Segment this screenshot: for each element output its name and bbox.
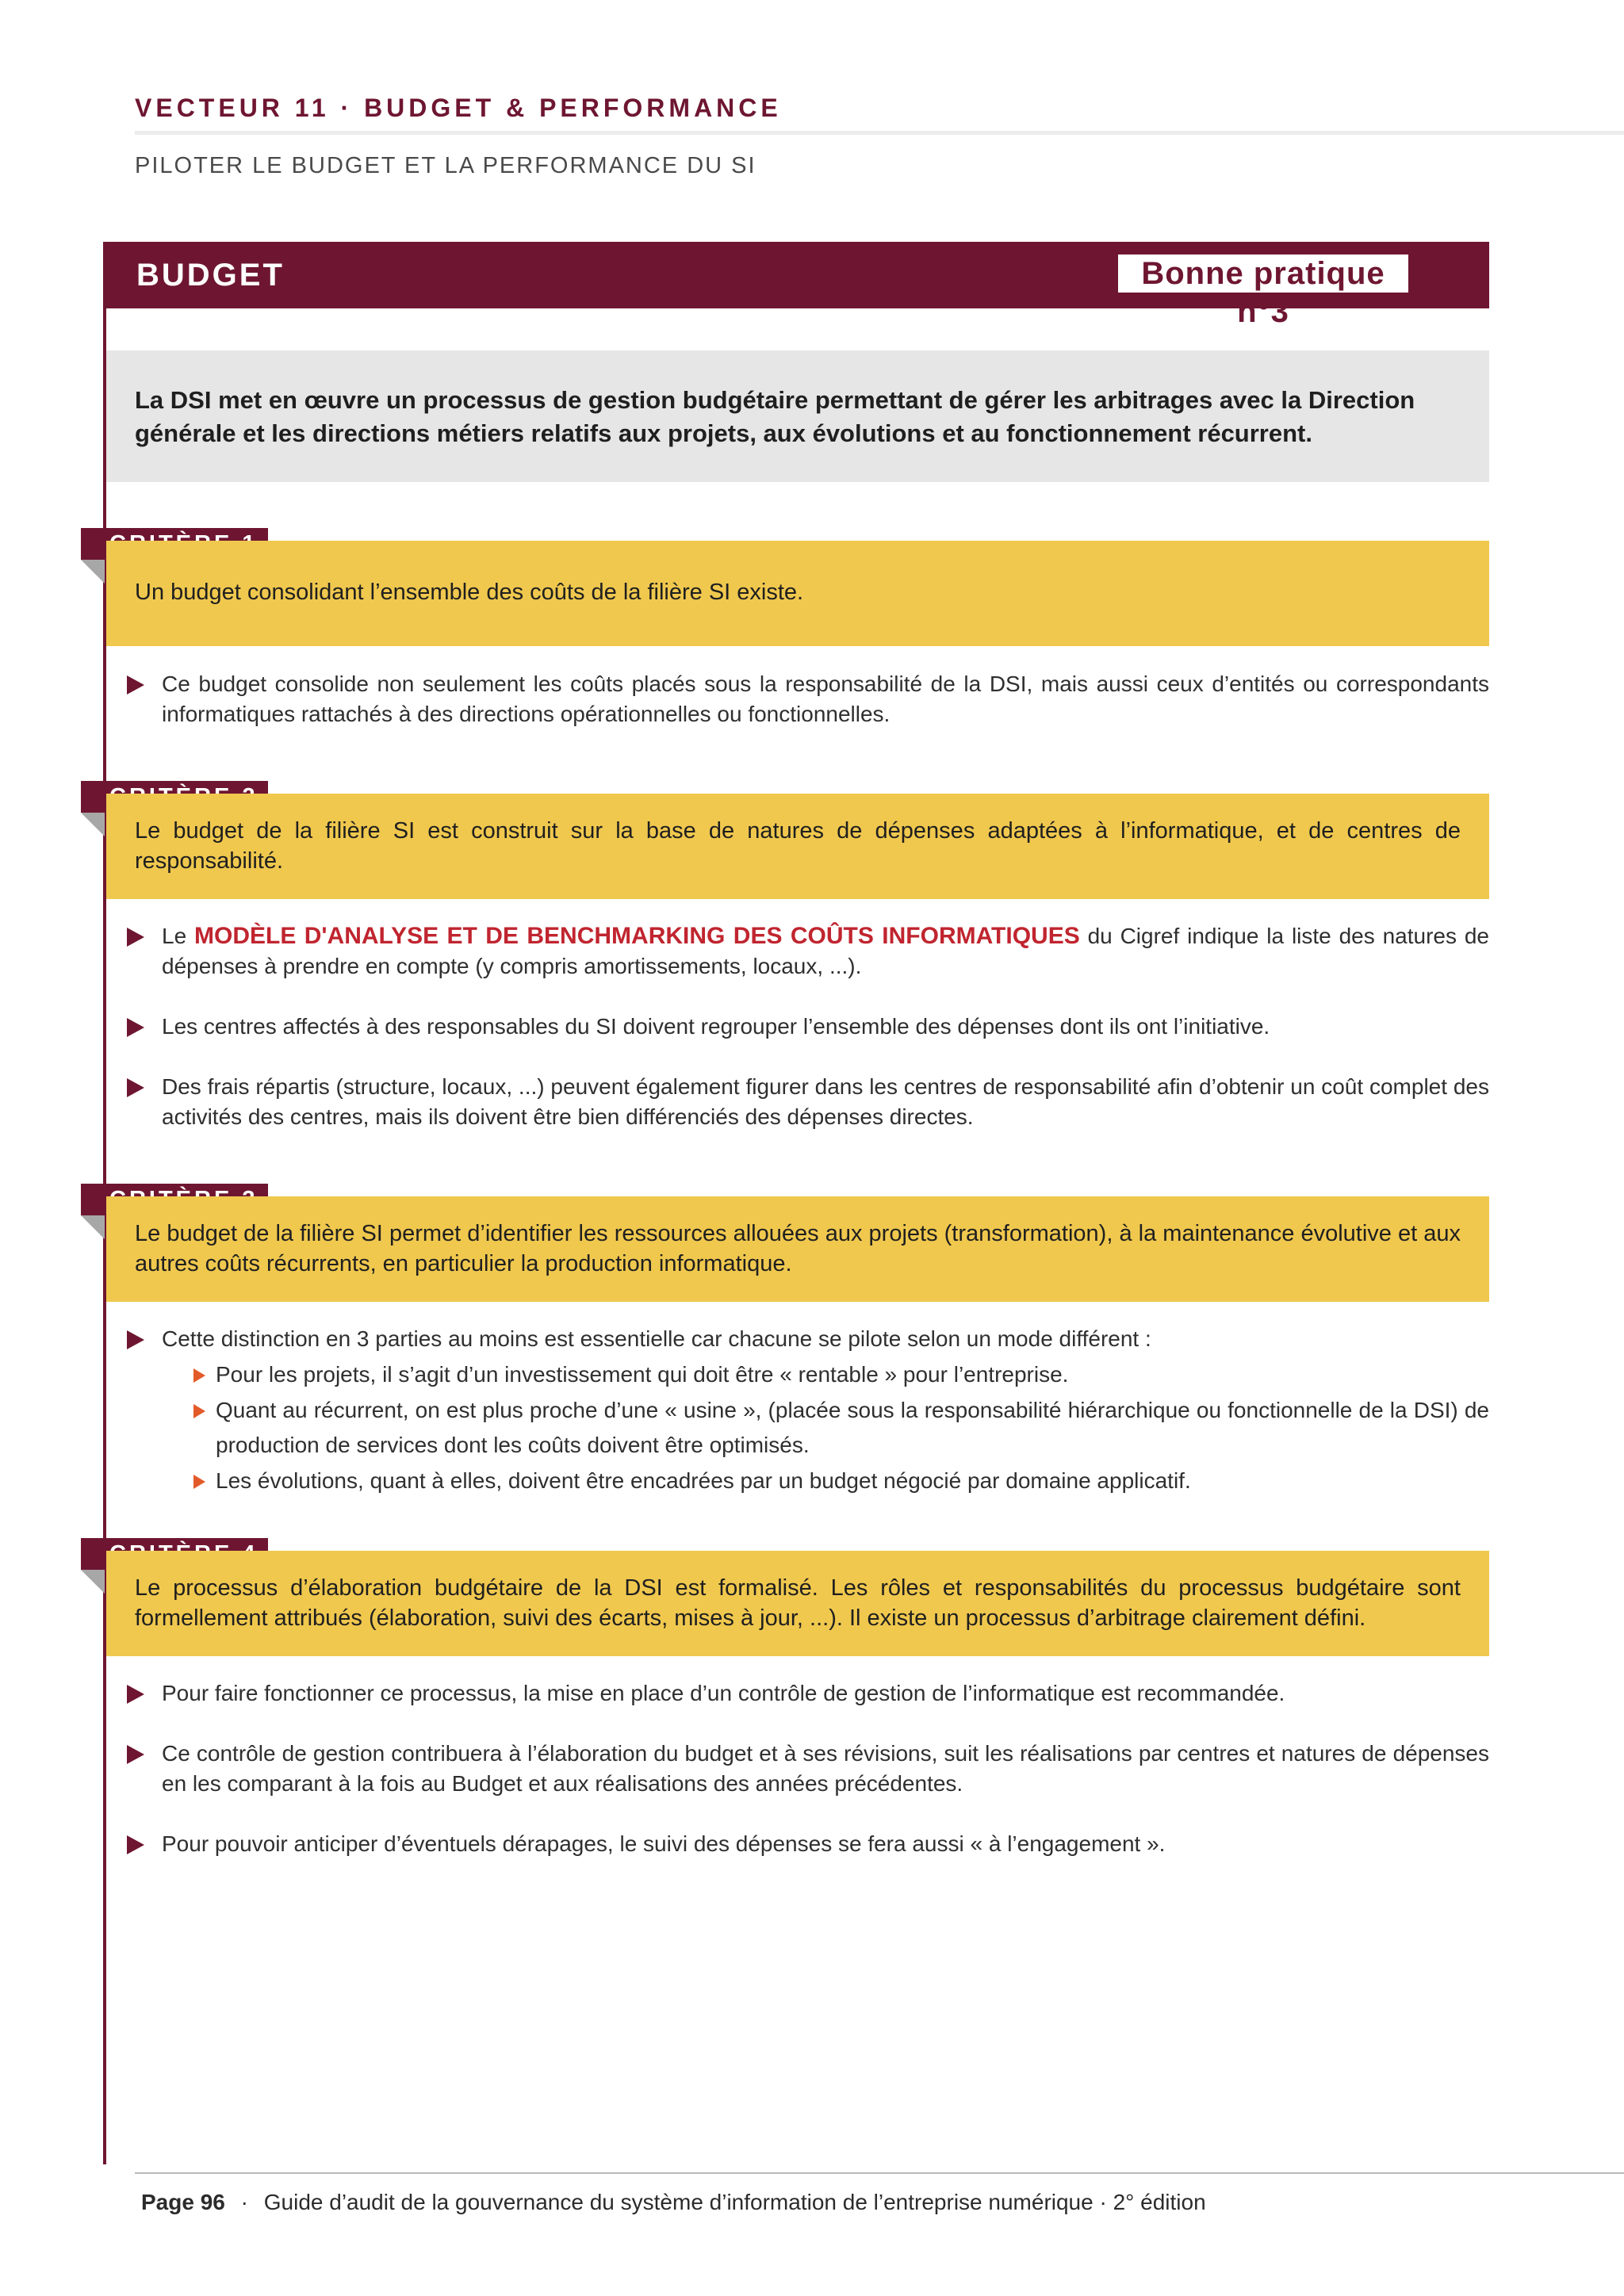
- criterion-fold-shadow: [81, 560, 105, 584]
- criterion-3-subbullet-2: [193, 1393, 1489, 1463]
- triangle-bullet-icon: [127, 928, 144, 947]
- criterion-2-bullet-2: [127, 1012, 1489, 1042]
- bullet-text-suffix: du Cigref indique la liste des natures de dépenses à prendre en compte (y compris amortissements, locaux, ...).: [162, 924, 1489, 978]
- intro-statement: La DSI met en œuvre un processus de gestion budgétaire permettant de gérer les arbitrages avec la Direction générale et les directions métiers relatifs aux projets, aux évolutions et au fonctionnement récurrent.: [106, 350, 1489, 482]
- subbullet-text: Les évolutions, quant à elles, doivent être encadrées par un budget négocié par domaine applicatif.: [216, 1468, 1191, 1493]
- bullet-text-prefix: Le: [162, 924, 194, 948]
- criterion-3-bullet-1: [127, 1324, 1489, 1354]
- criterion-3-subbullet-1: [193, 1357, 1489, 1392]
- footer-divider: [135, 2172, 1624, 2174]
- bullet-text: Ce contrôle de gestion contribuera à l’élaboration du budget et à ses révisions, suit les réalisations par centres et natures de dépenses en les comparant à la fois au Budget et aux réalisations des années précédentes.: [162, 1741, 1489, 1796]
- triangle-bullet-icon: [127, 1018, 144, 1037]
- triangle-bullet-icon: [127, 1745, 144, 1764]
- section-title-bar: [103, 242, 1489, 329]
- bullet-text: Cette distinction en 3 parties au moins est essentielle car chacune se pilote selon un mode différent :: [162, 1326, 1151, 1351]
- criterion-3-subbullet-3: [193, 1464, 1489, 1498]
- vector-heading: VECTEUR 11 · BUDGET & PERFORMANCE: [135, 94, 782, 122]
- header-divider: [135, 131, 1624, 135]
- triangle-bullet-icon: [127, 1330, 144, 1349]
- criterion-3-statement: Le budget de la filière SI permet d’identifier les ressources allouées aux projets (transformation), à la maintenance évolutive et aux autres coûts récurrents, en particulier la production informatique.: [106, 1196, 1489, 1302]
- footer-separator: ·: [240, 2190, 248, 2214]
- criterion-2-bullet-1: [127, 921, 1489, 982]
- triangle-bullet-icon: [127, 1078, 144, 1097]
- bullet-text: Des frais répartis (structure, locaux, ...) peuvent également figurer dans les centres de responsabilité afin d’obtenir un coût complet des activités des centres, mais ils doivent être bien différenciés des dépenses directes.: [162, 1074, 1489, 1129]
- small-triangle-bullet-icon: [193, 1475, 205, 1489]
- bullet-text: Pour faire fonctionner ce processus, la mise en place d’un contrôle de gestion de l’informatique est recommandée.: [162, 1681, 1285, 1705]
- subbullet-text: Quant au récurrent, on est plus proche d’une « usine », (placée sous la responsabilité hiérarchique ou fonctionnelle de la DSI) de production de services dont les coûts doivent être optimisés.: [216, 1398, 1489, 1457]
- criterion-fold-shadow: [81, 1215, 105, 1239]
- criterion-4-statement: Le processus d’élaboration budgétaire de la DSI est formalisé. Les rôles et responsabilités du processus budgétaire sont formellement attribués (élaboration, suivi des écarts, mises à jour, ...). Il existe un processus d’arbitrage clairement défini.: [106, 1551, 1489, 1656]
- page-number: Page 96: [141, 2190, 225, 2214]
- bullet-text: Pour pouvoir anticiper d’éventuels dérapages, le suivi des dépenses se fera aussi « à l’engagement ».: [162, 1831, 1166, 1856]
- triangle-bullet-icon: [127, 1685, 144, 1704]
- small-triangle-bullet-icon: [193, 1368, 205, 1383]
- small-triangle-bullet-icon: [193, 1404, 205, 1418]
- criterion-fold-shadow: [81, 1570, 105, 1594]
- subbullet-text: Pour les projets, il s’agit d’un investissement qui doit être « rentable » pour l’entreprise.: [216, 1362, 1069, 1387]
- criterion-1-statement: Un budget consolidant l’ensemble des coûts de la filière SI existe.: [106, 541, 1489, 646]
- criterion-fold-shadow: [81, 813, 105, 836]
- criterion-4-bullet-2: [127, 1739, 1489, 1799]
- bullet-text: Ce budget consolide non seulement les coûts placés sous la responsabilité de la DSI, mais aussi ceux d’entités ou correspondants informatiques rattachés à des directions opérationnelles ou fonctionnelles.: [162, 672, 1489, 726]
- triangle-bullet-icon: [127, 675, 144, 695]
- criterion-4-bullet-3: [127, 1829, 1489, 1859]
- document-title: Guide d’audit de la gouvernance du système d’information de l’entreprise numérique · 2° édition: [263, 2190, 1206, 2214]
- cigref-model-link[interactable]: MODÈLE D'ANALYSE ET DE BENCHMARKING DES COÛTS INFORMATIQUES: [194, 923, 1080, 949]
- best-practice-badge: Bonne pratique n°3: [1118, 254, 1408, 293]
- page-footer: [141, 2190, 1206, 2215]
- vector-subtitle: PILOTER LE BUDGET ET LA PERFORMANCE DU SI: [135, 153, 756, 178]
- criterion-1-bullet-1: [127, 669, 1489, 729]
- triangle-bullet-icon: [127, 1835, 144, 1854]
- bullet-text: Les centres affectés à des responsables du SI doivent regrouper l’ensemble des dépenses dont ils ont l’initiative.: [162, 1014, 1270, 1039]
- section-title: BUDGET: [136, 258, 285, 293]
- criterion-4-bullet-1: [127, 1678, 1489, 1709]
- criterion-2-statement: Le budget de la filière SI est construit sur la base de natures de dépenses adaptées à l’informatique, et de centres de responsabilité.: [106, 794, 1489, 899]
- criterion-2-bullet-3: [127, 1072, 1489, 1132]
